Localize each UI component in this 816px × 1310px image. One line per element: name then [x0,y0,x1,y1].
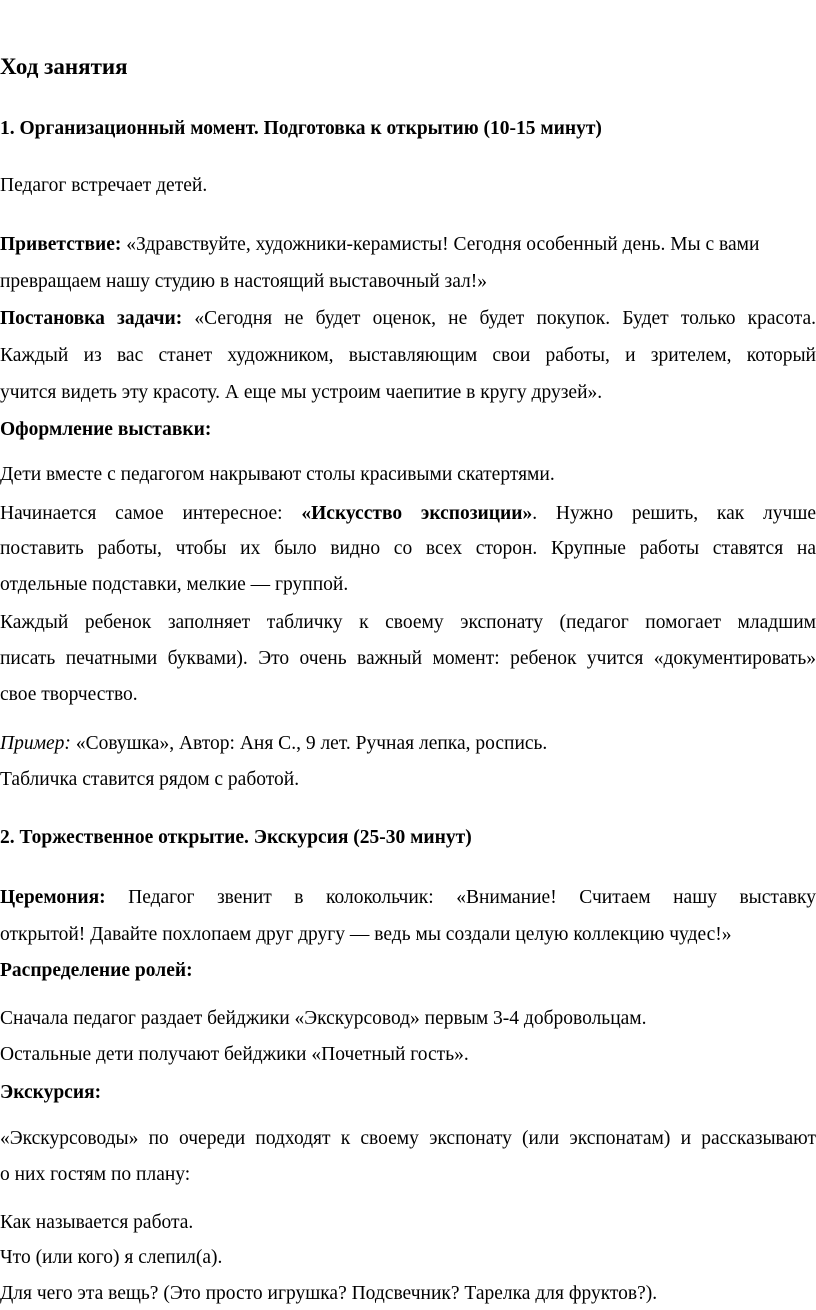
task-text-1: «Сегодня не будет оценок, не будет покупок. Будет только красота. [182,308,816,329]
page-title: Ход занятия [0,54,128,79]
ceremony-line-2: открытой! Давайте похлопаем друг другу — ведь мы создали целую коллекцию чудес!» [0,924,732,945]
roles-label: Распределение ролей: [0,960,193,981]
roles-paragraph-1: Сначала педагог раздает бейджики «Экскурсовод» первым 3-4 добровольцам. [0,1008,647,1029]
intro-paragraph: Педагог встречает детей. [0,175,208,196]
task-line-2: Каждый из вас станет художником, выставляющим свои работы, и зрителем, который [0,345,816,366]
design-p3-line-2: писать печатными буквами). Это очень важный момент: ребенок учится «документировать» [0,648,816,669]
section1-heading: 1. Организационный момент. Подготовка к открытию (10-15 минут) [0,118,602,139]
example-line [0,732,816,756]
example-text: «Совушка», Автор: Аня С., 9 лет. Ручная лепка, роспись. [70,733,548,754]
greeting-text-1: «Здравствуйте, художники-керамисты! Сегодня особенный день. Мы с вами [121,234,760,255]
greeting-line-1 [0,233,816,257]
design-p3-line-1: Каждый ребенок заполняет табличку к своему экспонату (педагог помогает младшим [0,612,816,633]
plan-item-3: Для чего эта вещь? (Это просто игрушка? Подсвечник? Тарелка для фруктов?). [0,1283,658,1304]
greeting-label: Приветствие: [0,234,122,255]
design-p2-line-2: поставить работы, чтобы их было видно со всех сторон. Крупные работы ставятся на [0,538,816,559]
design-paragraph-1: Дети вместе с педагогом накрывают столы красивыми скатертями. [0,464,555,485]
tour-line-1: «Экскурсоводы» по очереди подходят к своему экспонату (или экспонатам) и рассказывают [0,1128,816,1149]
design-p2-start: Начинается самое интересное: [0,503,302,524]
tour-label: Экскурсия: [0,1082,102,1103]
ceremony-text-1: Педагог звенит в колокольчик: «Внимание! Считаем нашу выставку [105,887,816,908]
design-p2-line-1 [0,502,816,526]
ceremony-line-1 [0,886,816,910]
design-p2-end: . Нужно решить, как лучше [532,503,816,524]
ceremony-label: Церемония: [0,887,106,908]
section2-heading: 2. Торжественное открытие. Экскурсия (25-30 минут) [0,827,472,848]
design-label: Оформление выставки: [0,419,212,440]
tour-line-2: о них гостям по плану: [0,1164,191,1185]
roles-paragraph-2: Остальные дети получают бейджики «Почетный гость». [0,1044,469,1065]
plan-item-2: Что (или кого) я слепил(а). [0,1247,223,1268]
example-label: Пример: [0,733,71,754]
design-p3-line-3: свое творчество. [0,684,138,705]
task-label: Постановка задачи: [0,308,183,329]
example-note: Табличка ставится рядом с работой. [0,769,300,790]
greeting-line-2: превращаем нашу студию в настоящий выставочный зал!» [0,271,488,292]
plan-item-1: Как называется работа. [0,1212,194,1233]
task-line-1 [0,307,816,331]
design-p2-line-3: отдельные подставки, мелкие — группой. [0,574,349,595]
design-p2-bold: «Искусство экспозиции» [301,503,533,524]
task-line-3: учится видеть эту красоту. А еще мы устроим чаепитие в кругу друзей». [0,382,603,403]
